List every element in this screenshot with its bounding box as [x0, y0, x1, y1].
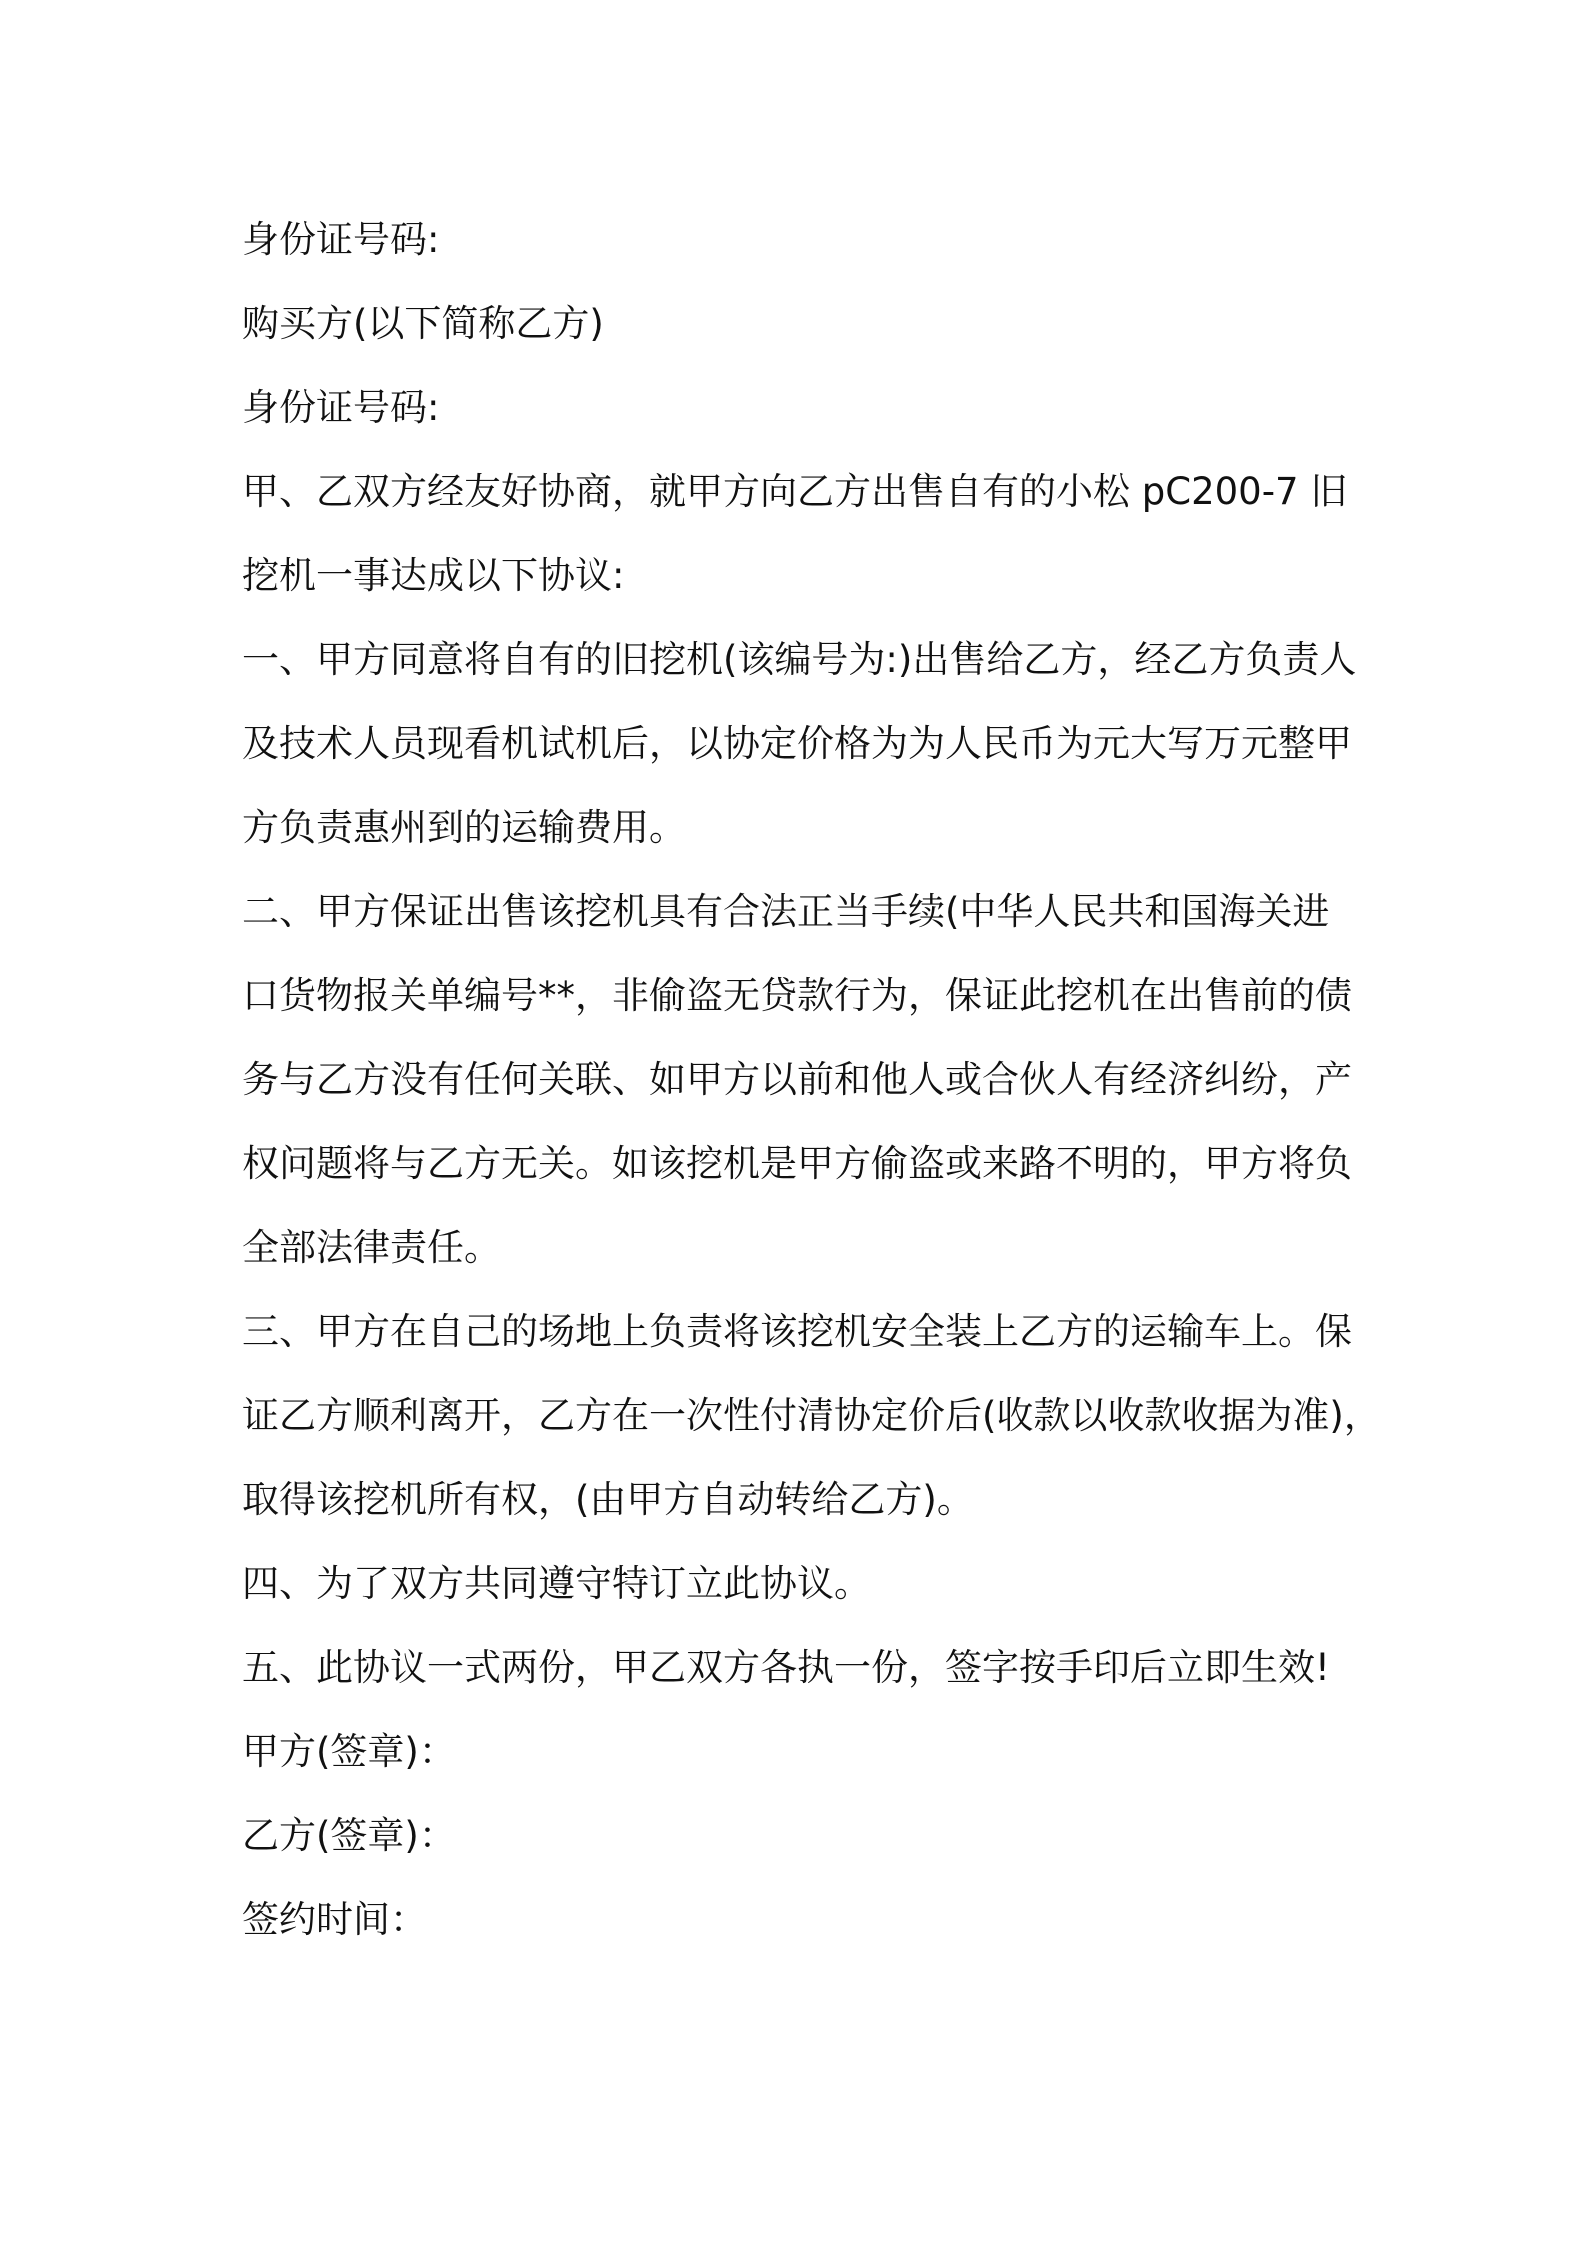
clause-1-line-3: 方负责惠州到的运输费用。: [242, 806, 686, 849]
clause-2-line-4: 权问题将与乙方无关。如该挖机是甲方偷盗或来路不明的，甲方将负: [242, 1142, 1352, 1185]
clause-3-line-2: 证乙方顺利离开，乙方在一次性付清协定价后(收款以收款收据为准)，: [242, 1394, 1381, 1437]
clause-2-line-5: 全部法律责任。: [242, 1226, 501, 1269]
document-body: [242, 198, 1382, 1962]
signing-date-label: 签约时间：: [242, 1898, 427, 1941]
clause-1-line-1: 一、甲方同意将自有的旧挖机(该编号为:)出售给乙方，经乙方负责人: [242, 638, 1357, 681]
intro-line-2: 挖机一事达成以下协议:: [242, 554, 625, 597]
clause-2-line-2: 口货物报关单编号**，非偷盗无贷款行为，保证此挖机在出售前的债: [242, 974, 1352, 1017]
clause-1-line-2: 及技术人员现看机试机后，以协定价格为为人民币为元大写万元整甲: [242, 722, 1352, 765]
buyer-id-number-label: 身份证号码:: [242, 386, 440, 429]
party-a-signature-label: 甲方(签章)：: [242, 1730, 456, 1773]
buyer-label: 购买方(以下简称乙方): [242, 302, 604, 345]
clause-5: 五、此协议一式两份，甲乙双方各执一份，签字按手印后立即生效!: [242, 1646, 1330, 1689]
clause-4: 四、为了双方共同遵守特订立此协议。: [242, 1562, 871, 1605]
intro-line-1: 甲、乙双方经友好协商，就甲方向乙方出售自有的小松 pC200-7 旧: [242, 470, 1348, 513]
clause-2-line-3: 务与乙方没有任何关联、如甲方以前和他人或合伙人有经济纠纷，产: [242, 1058, 1352, 1101]
clause-3-line-1: 三、甲方在自己的场地上负责将该挖机安全装上乙方的运输车上。保: [242, 1310, 1352, 1353]
clause-3-line-3: 取得该挖机所有权，(由甲方自动转给乙方)。: [242, 1478, 974, 1521]
seller-id-number-label: 身份证号码:: [242, 218, 440, 261]
party-b-signature-label: 乙方(签章)：: [242, 1814, 456, 1857]
clause-2-line-1: 二、甲方保证出售该挖机具有合法正当手续(中华人民共和国海关进: [242, 890, 1330, 933]
